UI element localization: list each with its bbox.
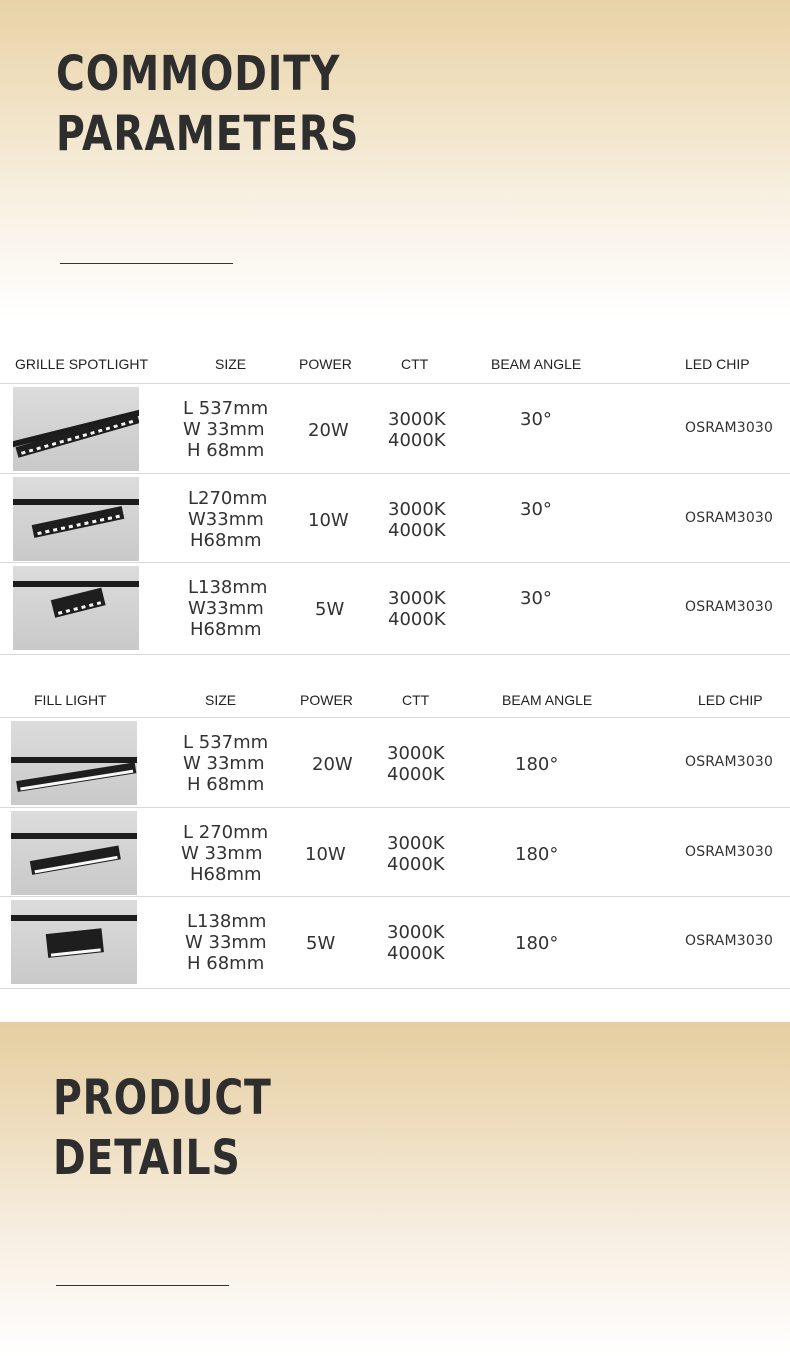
size-dimensions bbox=[183, 398, 268, 461]
ctt-values: 3000K 4000K bbox=[387, 833, 445, 875]
size-height: H 68mm bbox=[187, 953, 265, 974]
product-image bbox=[11, 811, 137, 895]
header-product: GRILLE SPOTLIGHT bbox=[15, 356, 149, 372]
header-power: POWER bbox=[299, 356, 352, 372]
power-value: 5W bbox=[315, 599, 345, 620]
led-chip-value: OSRAM3030 bbox=[685, 420, 774, 436]
size-dimensions bbox=[188, 577, 267, 640]
size-dimensions bbox=[188, 488, 267, 551]
size-length: L138mm bbox=[187, 911, 267, 932]
led-chip-value: OSRAM3030 bbox=[685, 754, 774, 770]
led-chip-value: OSRAM3030 bbox=[685, 844, 774, 860]
header-beam-angle: BEAM ANGLE bbox=[502, 692, 593, 708]
size-width: W33mm bbox=[188, 598, 264, 619]
ctt-values: 3000K 4000K bbox=[388, 588, 446, 630]
product-image bbox=[13, 477, 139, 561]
size-length: L 270mm bbox=[183, 822, 269, 843]
size-dimensions bbox=[181, 822, 268, 885]
table-row bbox=[0, 383, 790, 473]
table-row bbox=[0, 473, 790, 562]
product-image bbox=[13, 566, 139, 650]
beam-angle-value: 30° bbox=[520, 409, 552, 430]
banner-title-line2: PARAMETERS bbox=[56, 106, 360, 162]
size-dimensions bbox=[185, 911, 267, 974]
header-led-chip: LED CHIP bbox=[685, 356, 750, 372]
size-length: L 537mm bbox=[183, 732, 269, 753]
size-width: W 33mm bbox=[181, 843, 263, 864]
beam-angle-value: 180° bbox=[515, 933, 559, 954]
banner-title-line1: COMMODITY bbox=[56, 46, 341, 102]
ctt-values: 3000K 4000K bbox=[387, 743, 445, 785]
beam-angle-value: 180° bbox=[515, 754, 559, 775]
power-value: 20W bbox=[312, 754, 353, 775]
table-row bbox=[0, 896, 790, 989]
size-height: H68mm bbox=[190, 530, 262, 551]
banner-title bbox=[56, 44, 359, 164]
banner-divider bbox=[60, 263, 233, 264]
table-row bbox=[0, 807, 790, 896]
product-image bbox=[11, 721, 137, 805]
size-width: W 33mm bbox=[183, 753, 265, 774]
product-image bbox=[11, 900, 137, 984]
size-length: L 537mm bbox=[183, 398, 269, 419]
led-chip-value: OSRAM3030 bbox=[685, 510, 774, 526]
table-row bbox=[0, 562, 790, 655]
header-power: POWER bbox=[300, 692, 353, 708]
ctt-values: 3000K 4000K bbox=[388, 409, 446, 451]
size-width: W 33mm bbox=[185, 932, 267, 953]
product-details-banner bbox=[0, 1022, 790, 1356]
banner-divider bbox=[56, 1285, 229, 1286]
size-length: L138mm bbox=[188, 577, 268, 598]
size-length: L270mm bbox=[188, 488, 268, 509]
header-size: SIZE bbox=[215, 356, 247, 372]
size-height: H68mm bbox=[190, 864, 262, 885]
beam-angle-value: 30° bbox=[520, 588, 552, 609]
power-value: 10W bbox=[305, 844, 346, 865]
banner-title bbox=[53, 1068, 272, 1188]
size-height: H 68mm bbox=[187, 774, 265, 795]
power-value: 10W bbox=[308, 510, 349, 531]
size-width: W 33mm bbox=[183, 419, 265, 440]
header-ctt: CTT bbox=[402, 692, 430, 708]
header-beam-angle: BEAM ANGLE bbox=[491, 356, 582, 372]
size-dimensions bbox=[183, 732, 268, 795]
commodity-parameters-banner bbox=[0, 0, 790, 320]
header-product: FILL LIGHT bbox=[34, 692, 107, 708]
power-value: 20W bbox=[308, 420, 349, 441]
beam-angle-value: 30° bbox=[520, 499, 552, 520]
size-height: H 68mm bbox=[187, 440, 265, 461]
product-image bbox=[13, 387, 139, 471]
led-chip-value: OSRAM3030 bbox=[685, 933, 774, 949]
table-row bbox=[0, 717, 790, 807]
beam-angle-value: 180° bbox=[515, 844, 559, 865]
header-ctt: CTT bbox=[401, 356, 429, 372]
led-chip-value: OSRAM3030 bbox=[685, 599, 774, 615]
ctt-values: 3000K 4000K bbox=[387, 922, 445, 964]
size-width: W33mm bbox=[188, 509, 264, 530]
header-led-chip: LED CHIP bbox=[698, 692, 763, 708]
size-height: H68mm bbox=[190, 619, 262, 640]
header-size: SIZE bbox=[205, 692, 237, 708]
banner-title-line2: DETAILS bbox=[53, 1130, 241, 1186]
power-value: 5W bbox=[306, 933, 336, 954]
ctt-values: 3000K 4000K bbox=[388, 499, 446, 541]
banner-title-line1: PRODUCT bbox=[53, 1070, 272, 1126]
